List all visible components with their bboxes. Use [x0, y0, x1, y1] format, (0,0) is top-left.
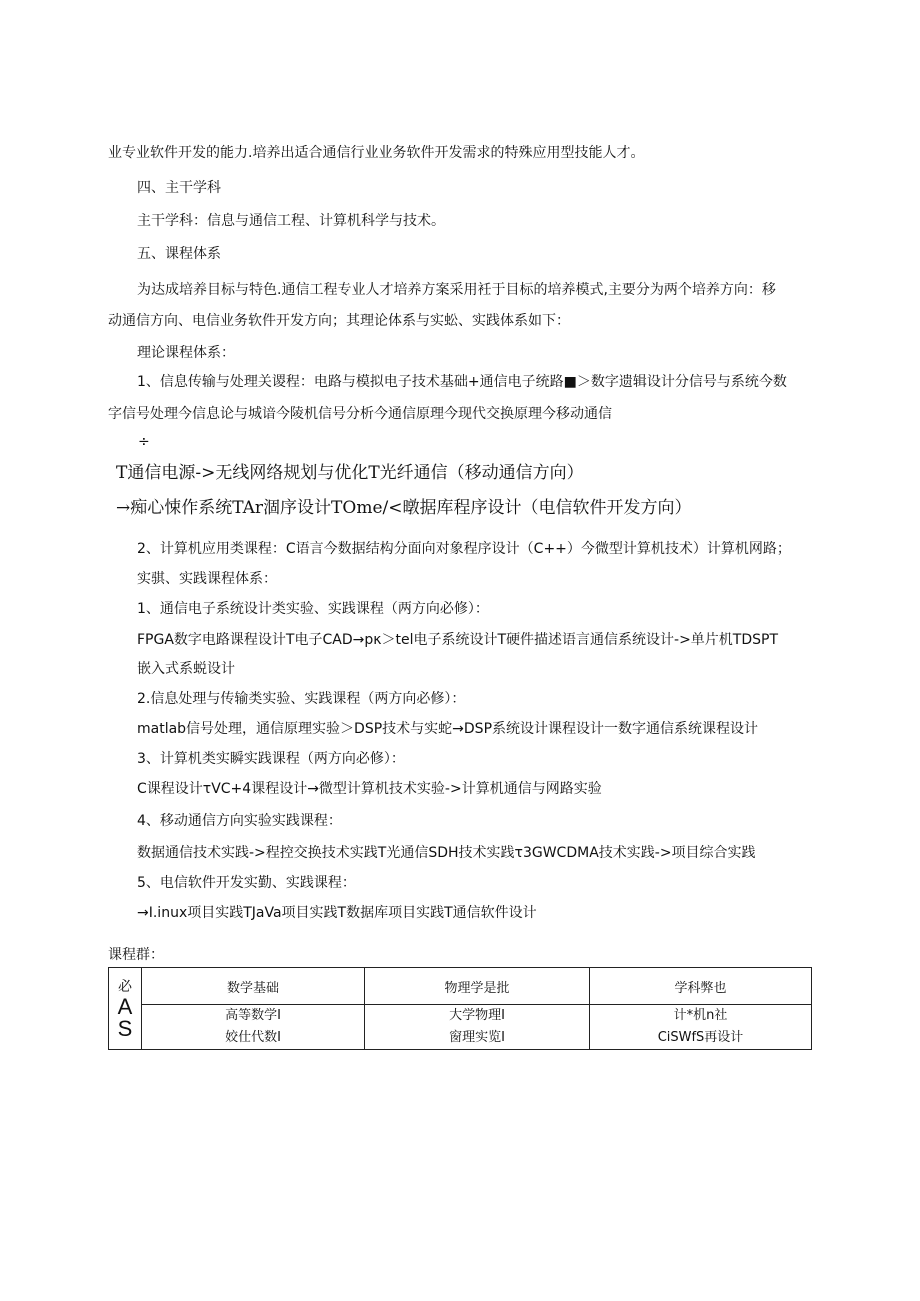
table-cell [365, 1005, 590, 1050]
column-header: 数学基础 [142, 968, 365, 1005]
side-letter: A [117, 993, 133, 1019]
text-line: T通信电源->无线网络规划与优化T光纤通信（移动通信方向） [116, 463, 584, 483]
text-line: 为达成培养目标与特色.通信工程专业人才培养方案采用衽于目标的培养模式,主要分为两个培养方向：移 [137, 282, 776, 298]
text-line: 动通信方向、电信业务软件开发方向；其理论体系与实蚣、实践体系如下： [108, 313, 570, 329]
cell-line: 高等数学I [225, 1008, 281, 1023]
side-letter: S [117, 1015, 133, 1041]
table-cell [142, 1005, 365, 1050]
text-line: 4、移动通信方向实验实践课程： [137, 813, 342, 829]
column-header: 物理学是批 [365, 968, 590, 1005]
subheading: 理论课程体系： [137, 345, 235, 361]
subheading: 实骐、实践课程体系： [137, 571, 277, 587]
cell-line: 窗理实览I [449, 1030, 505, 1045]
section-heading: 四、主干学科 [137, 180, 221, 196]
side-char: 必 [118, 978, 132, 995]
text-line: ÷ [138, 434, 150, 450]
text-line: 1、信息传输与处理关谡程：电路与模拟电子技术基础+通信电子统路■＞数字遗辑设计分信号与系统今数 [137, 374, 787, 390]
text-line: →痴心悚作系统TAr涸序设计TOme/<暾据库程序设计（电信软件开发方向） [116, 498, 692, 518]
text-line: 2、计算机应用类课程：C语言今数据结构分面向对象程序设计（C++）今微型计算机技术）计算机网路； [137, 541, 791, 557]
text-line: 5、电信软件开发实勤、实践课程： [137, 875, 356, 891]
text-line: 3、计算机类实瞬实践课程（两方向必修）： [137, 751, 405, 767]
text-line: 2.信息处理与传输类实验、实践课程（两方向必修）： [137, 691, 466, 707]
text-line: 嵌入式系蜕设计 [137, 661, 235, 677]
text-line: 主干学科：信息与通信工程、计算机科学与技术。 [137, 213, 445, 229]
text-line: FPGA数字电路课程设计T电子CAD→pκ＞tel电子系统设计T硬件描述语言通信系统设计->单片机TDSPT [137, 632, 779, 648]
text-line: matlab信号处理，通信原理实验＞DSP技术与实蛇→DSP系统设计课程设计一数字通信系统课程设计 [137, 721, 759, 737]
text-line: 字信号处理今信息论与城谙今陵机信号分析今通信原理今现代交换原理今移动通信 [108, 406, 612, 422]
text-line: 业专业软件开发的能力.培养出适合通信行业业务软件开发需求的特殊应用型技能人才。 [108, 145, 645, 161]
column-header: 学科弊也 [590, 968, 812, 1005]
course-group-table [108, 967, 812, 1050]
subheading: 课程群： [108, 947, 164, 963]
side-label [109, 968, 142, 1050]
cell-line: 姣仕代数I [225, 1030, 281, 1045]
cell-line: CiSWfS再设计 [657, 1030, 744, 1045]
cell-line: 大学物理I [449, 1008, 505, 1023]
text-line: C课程设计τVC+4课程设计→微型计算机技术实验->计算机通信与网路实验 [137, 781, 602, 797]
text-line: →I.inux项目实践TJaVa项目实践T数据库项目实践T通信软件设计 [137, 905, 537, 921]
cell-line: 计*机n社 [673, 1008, 728, 1023]
text-line: 1、通信电子系统设计类实验、实践课程（两方向必修）： [137, 601, 489, 617]
section-heading: 五、课程体系 [137, 246, 221, 262]
table-cell [590, 1005, 812, 1050]
text-line: 数据通信技术实践->程控交换技术实践T光通信SDH技术实践τ3GWCDMA技术实践->项目综合实践 [137, 845, 756, 861]
